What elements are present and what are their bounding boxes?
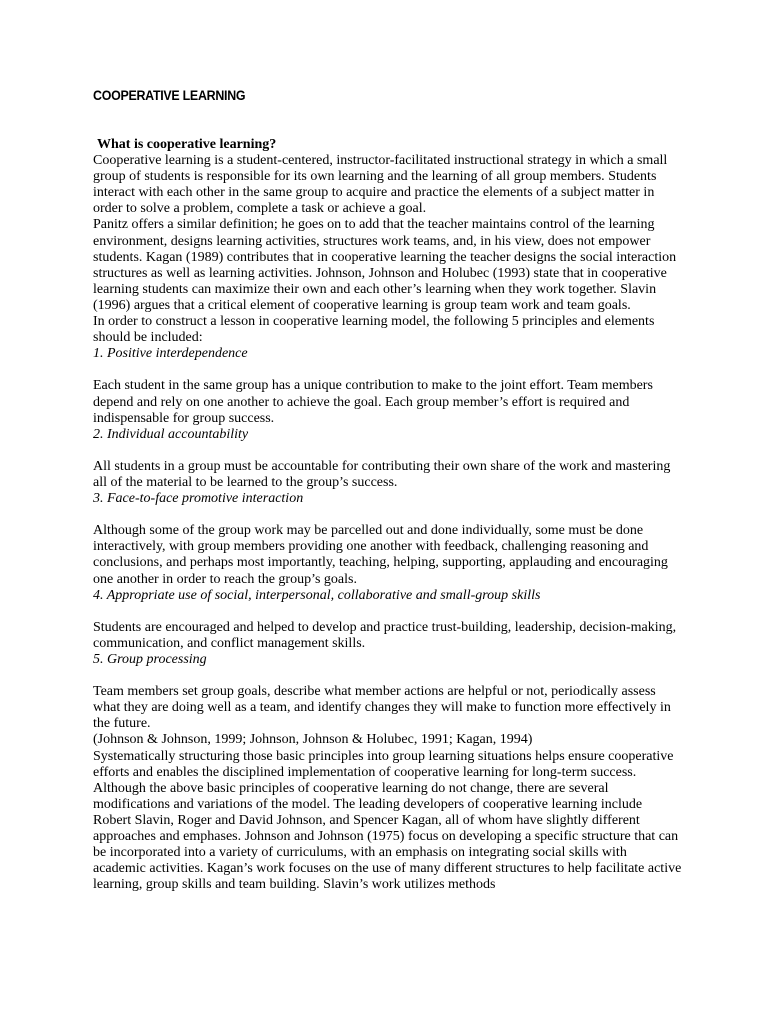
principle-text-3: Although some of the group work may be parcelled out and done individually, some must be done interactively, with group members providing one another with feedback, challenging reasoning and conclusions, and perhaps most importantly, teaching, helping, supporting, applauding and encouraging one another in order to reach the group’s goals.	[93, 523, 668, 587]
principle-heading-5: 5. Group processing	[93, 652, 207, 667]
paragraph-gap	[93, 668, 683, 684]
paragraph-gap	[93, 604, 683, 620]
section-question: What is cooperative learning?	[97, 137, 277, 152]
principle-heading-3: 3. Face-to-face promotive interaction	[93, 491, 304, 507]
principle-text-2: All students in a group must be accountable for contributing their own share of the work and mastering all of the material to be learned to the group’s success.	[93, 458, 671, 490]
principle-heading-4: 4. Appropriate use of social, interpersonal, collaborative and small-group skills	[93, 587, 541, 603]
intro-paragraph-2: Panitz offers a similar definition; he goes on to add that the teacher maintains control of the learning environment, designs learning activities, structures work teams, and, in his view, does not empower students. Kagan (1989) contributes that in cooperative learning the teacher designs the social interaction structures as well as learning activities. Johnson, Johnson and Holubec (1993) state that in cooperative learning students can maximize their own and each other’s learning when they work together. Slavin (1996) argues that a critical element of cooperative learning is group team work and team goals.	[93, 217, 677, 313]
document-body	[93, 137, 683, 893]
document-title: COOPERATIVE LEARNING	[93, 88, 246, 103]
closing-paragraph-2: Although the above basic principles of cooperative learning do not change, there are several modifications and variations of the model. The leading developers of cooperative learning include Robert Slavin, Roger and David Johnson, and Spencer Kagan, all of whom have slightly different approaches and emphases. Johnson and Johnson (1975) focus on developing a specific structure that can be incorporated into a variety of curriculums, with an emphasis on integrating social skills with academic activities. Kagan’s work focuses on the use of many different structures to help facilitate active learning, group skills and team building. Slavin’s work utilizes methods	[93, 780, 682, 893]
paragraph-gap	[93, 362, 683, 378]
paragraph-gap	[93, 443, 683, 459]
intro-paragraph-3: In order to construct a lesson in cooperative learning model, the following 5 principles and elements should be included:	[93, 314, 655, 346]
principle-text-5: Team members set group goals, describe what member actions are helpful or not, periodically assess what they are doing well as a team, and identify changes they will make to function more effectively in the future.	[93, 684, 671, 732]
intro-paragraph-1: Cooperative learning is a student-centered, instructor-facilitated instructional strategy in which a small group of students is responsible for its own learning and the learning of all group members. Students interact with each other in the same group to acquire and practice the elements of a subject matter in order to solve a problem, complete a task or achieve a goal.	[93, 153, 668, 217]
closing-paragraph-1: Systematically structuring those basic principles into group learning situations helps ensure cooperative efforts and enables the disciplined implementation of cooperative learning for long-term success.	[93, 748, 674, 780]
principle-heading-1: 1. Positive interdependence	[93, 346, 248, 362]
principle-heading-2: 2. Individual accountability	[93, 426, 249, 442]
citation-line: (Johnson & Johnson, 1999; Johnson, Johnson & Holubec, 1991; Kagan, 1994)	[93, 732, 533, 748]
principle-text-1: Each student in the same group has a unique contribution to make to the joint effort. Team members depend and rely on one another to achieve the goal. Each group member’s effort is required and indispensable for group success.	[93, 378, 653, 426]
paragraph-gap	[93, 507, 683, 523]
principle-text-4: Students are encouraged and helped to develop and practice trust-building, leadership, decision-making, communication, and conflict management skills.	[93, 619, 677, 651]
